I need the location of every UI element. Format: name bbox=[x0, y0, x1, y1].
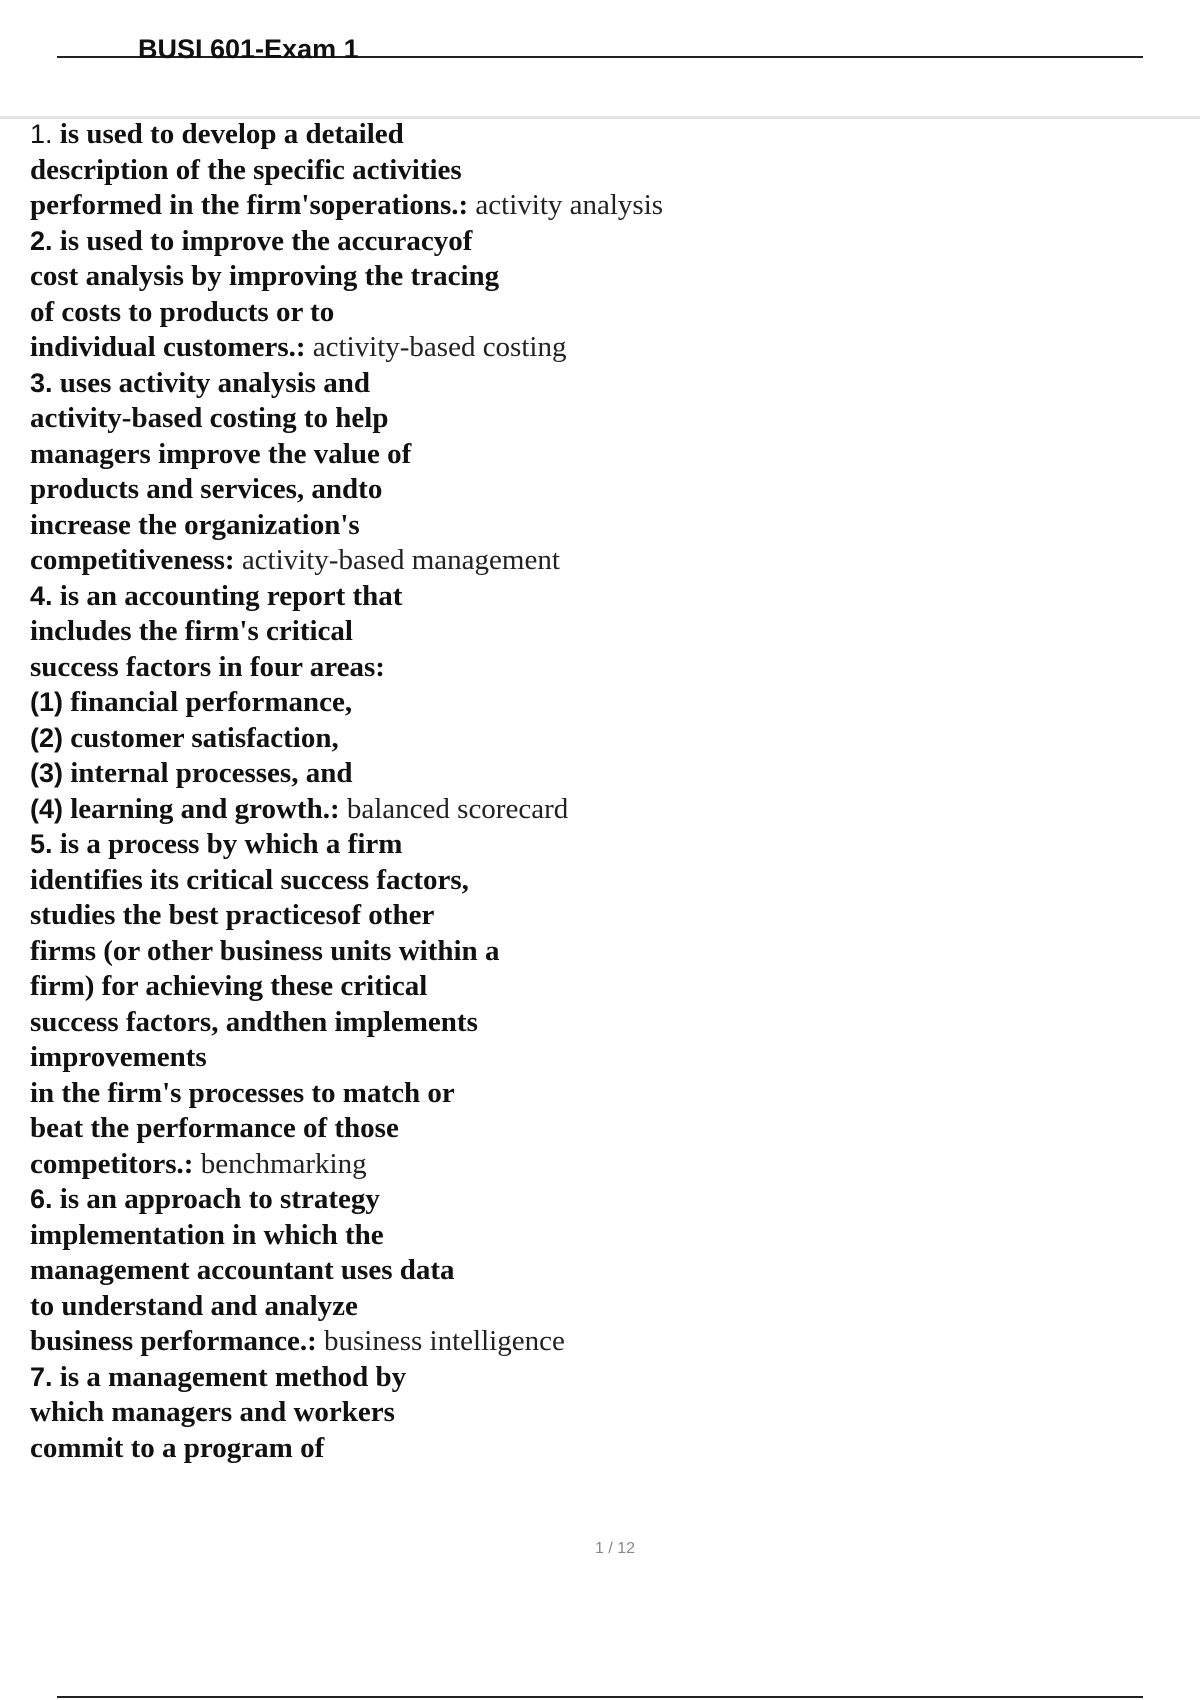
qa-item bbox=[30, 366, 750, 579]
question-text: which managers and workers bbox=[30, 1396, 395, 1428]
question-line bbox=[30, 1431, 750, 1467]
question-line bbox=[30, 1076, 750, 1112]
question-line bbox=[30, 614, 750, 650]
item-number: 5. bbox=[30, 829, 53, 859]
question-text: is a process by which a firm bbox=[59, 828, 403, 860]
qa-item bbox=[30, 579, 750, 828]
question-text: in the firm's processes to match or bbox=[30, 1076, 455, 1109]
question-text: performed in the firm'soperations.: bbox=[30, 189, 469, 221]
question-line bbox=[30, 188, 750, 224]
sub-item-text: learning and growth.: bbox=[70, 792, 340, 825]
question-text: implementation in which the bbox=[30, 1218, 384, 1251]
question-text: managers improve the value of bbox=[30, 437, 412, 470]
item-number: 4. bbox=[30, 580, 53, 611]
question-text: activity-based costing to help bbox=[30, 402, 389, 434]
question-line bbox=[30, 1324, 750, 1360]
question-text: individual customers.: bbox=[30, 331, 306, 363]
question-text: is an accounting report that bbox=[59, 579, 403, 612]
sub-item-number: (1) bbox=[30, 687, 63, 717]
question-line bbox=[30, 117, 750, 153]
qa-item bbox=[30, 1360, 750, 1467]
qa-item bbox=[30, 827, 750, 1182]
sub-item-text: internal processes, and bbox=[70, 757, 353, 789]
qa-item bbox=[30, 117, 750, 224]
question-text: improvements bbox=[30, 1041, 207, 1073]
question-text: firm) for achieving these critical bbox=[30, 970, 428, 1002]
question-text: includes the firm's critical bbox=[30, 615, 353, 647]
item-number: 2. bbox=[30, 225, 53, 256]
question-line bbox=[30, 1289, 750, 1325]
sub-item-line bbox=[30, 792, 750, 828]
question-line bbox=[30, 1253, 750, 1289]
question-line bbox=[30, 579, 750, 615]
item-number: 7. bbox=[30, 1361, 53, 1392]
question-line bbox=[30, 437, 750, 473]
sub-item-number: (3) bbox=[30, 758, 63, 788]
sub-item-line bbox=[30, 685, 750, 721]
question-text: business performance.: bbox=[30, 1325, 317, 1357]
sub-item-text: financial performance, bbox=[70, 686, 353, 718]
sub-item-number: (4) bbox=[30, 793, 63, 824]
question-line bbox=[30, 153, 750, 189]
question-line bbox=[30, 863, 750, 899]
question-text: competitiveness: bbox=[30, 544, 235, 576]
item-number: 1. bbox=[30, 119, 53, 149]
qa-item bbox=[30, 1182, 750, 1360]
answer-text: activity-based management bbox=[241, 544, 560, 576]
answer-text: activity analysis bbox=[475, 189, 664, 221]
question-line bbox=[30, 472, 750, 508]
answer-text: activity-based costing bbox=[312, 331, 567, 363]
sub-item-text: customer satisfaction, bbox=[70, 721, 339, 754]
sub-item-number: (2) bbox=[30, 722, 63, 753]
question-text: success factors in four areas: bbox=[30, 650, 385, 683]
question-line bbox=[30, 898, 750, 934]
question-line bbox=[30, 508, 750, 544]
question-line bbox=[30, 1360, 750, 1396]
page-number: 1 / 12 bbox=[594, 1540, 636, 1557]
question-line bbox=[30, 295, 750, 331]
qa-item bbox=[30, 224, 750, 366]
question-line bbox=[30, 1395, 750, 1431]
sub-item-line bbox=[30, 756, 750, 792]
question-text: beat the performance of those bbox=[30, 1112, 399, 1144]
question-text: commit to a program of bbox=[30, 1431, 325, 1464]
question-line bbox=[30, 543, 750, 579]
question-line bbox=[30, 650, 750, 686]
answer-text: benchmarking bbox=[200, 1147, 367, 1180]
document-title: BUSI 601-Exam 1 bbox=[138, 34, 359, 64]
question-text: identifies its critical success factors, bbox=[30, 863, 469, 896]
question-text: increase the organization's bbox=[30, 508, 360, 541]
question-text: description of the specific activities bbox=[30, 153, 462, 186]
flashcard-list bbox=[30, 117, 750, 1466]
question-text: success factors, andthen implements bbox=[30, 1005, 478, 1038]
question-text: management accountant uses data bbox=[30, 1254, 455, 1286]
question-text: firms (or other business units within a bbox=[30, 934, 500, 967]
question-text: uses activity analysis and bbox=[59, 366, 370, 399]
question-line bbox=[30, 1182, 750, 1218]
question-text: cost analysis by improving the tracing bbox=[30, 260, 500, 292]
question-line bbox=[30, 1111, 750, 1147]
question-line bbox=[30, 969, 750, 1005]
question-text: is an approach to strategy bbox=[59, 1183, 380, 1215]
question-line bbox=[30, 1040, 750, 1076]
question-text: is a management method by bbox=[59, 1360, 407, 1393]
answer-text: business intelligence bbox=[324, 1325, 565, 1357]
question-line bbox=[30, 827, 750, 863]
question-line bbox=[30, 330, 750, 366]
question-line bbox=[30, 224, 750, 260]
item-number: 6. bbox=[30, 1184, 53, 1214]
footer-rule bbox=[57, 1696, 1143, 1698]
question-text: is used to develop a detailed bbox=[59, 118, 404, 150]
question-line bbox=[30, 1005, 750, 1041]
question-text: products and services, andto bbox=[30, 473, 383, 505]
question-line bbox=[30, 1147, 750, 1183]
question-text: to understand and analyze bbox=[30, 1289, 358, 1322]
question-line bbox=[30, 1218, 750, 1254]
question-line bbox=[30, 366, 750, 402]
question-text: of costs to products or to bbox=[30, 295, 335, 328]
item-number: 3. bbox=[30, 367, 53, 398]
question-text: competitors.: bbox=[30, 1147, 194, 1180]
question-line bbox=[30, 934, 750, 970]
question-text: is used to improve the accuracyof bbox=[59, 224, 473, 257]
answer-text: balanced scorecard bbox=[346, 792, 569, 825]
sub-item-line bbox=[30, 721, 750, 757]
question-line bbox=[30, 259, 750, 295]
question-text: studies the best practicesof other bbox=[30, 899, 435, 931]
question-line bbox=[30, 401, 750, 437]
